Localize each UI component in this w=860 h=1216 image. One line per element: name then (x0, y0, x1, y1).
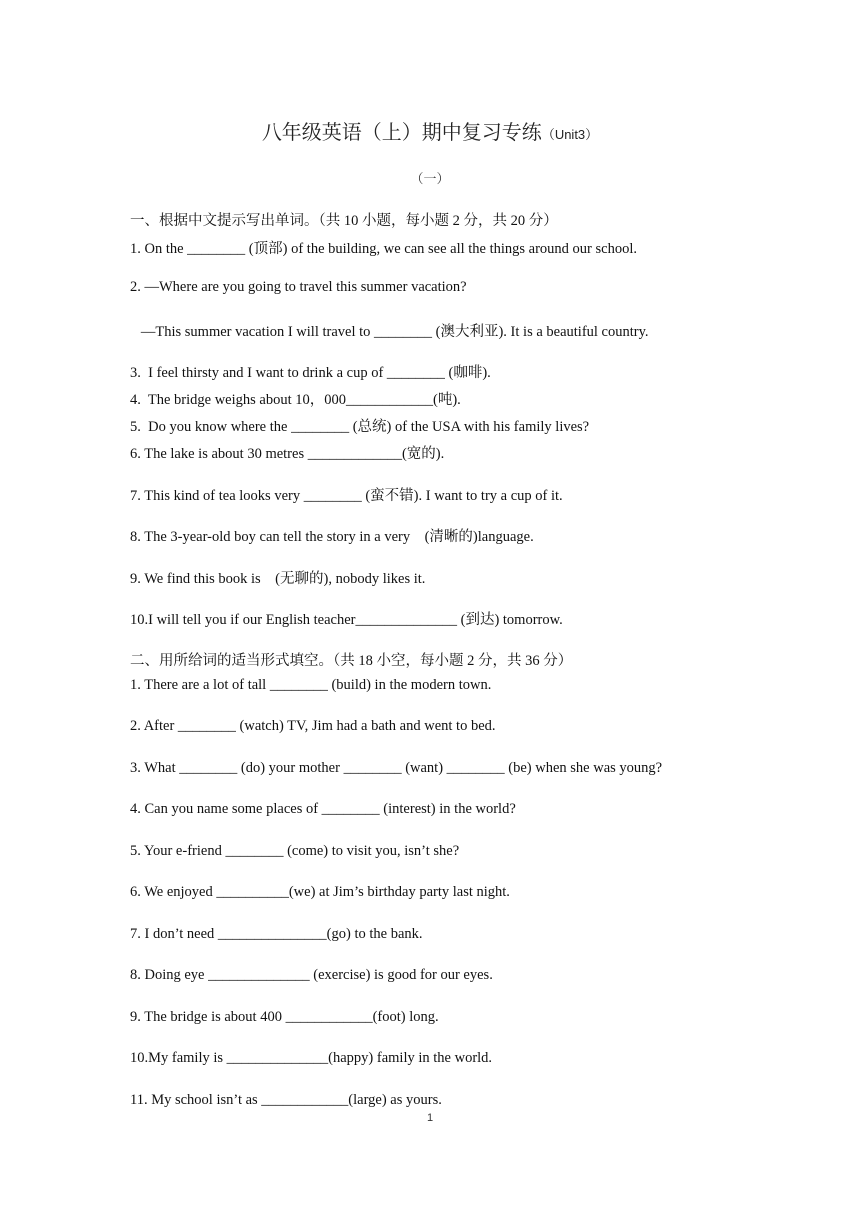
question-line: 3. I feel thirsty and I want to drink a cup of ________ (咖啡). (130, 365, 491, 381)
question-line: 6. We enjoyed __________(we) at Jim’s birthday party last night. (130, 884, 510, 900)
page-title (0, 116, 860, 145)
question-line: 9. The bridge is about 400 ____________(foot) long. (130, 1009, 439, 1025)
question-line: 1. There are a lot of tall ________ (build) in the modern town. (130, 677, 492, 693)
question-line: 2. After ________ (watch) TV, Jim had a bath and went to bed. (130, 718, 496, 734)
question-line: 4. Can you name some places of ________ (interest) in the world? (130, 801, 516, 817)
title-unit: （Unit3） (541, 127, 599, 142)
question-line: 2. —Where are you going to travel this summer vacation? (130, 279, 467, 295)
question-line: 7. This kind of tea looks very ________ (蛮不错). I want to try a cup of it. (130, 488, 563, 504)
question-line: 4. The bridge weighs about 10，000____________(吨). (130, 392, 461, 408)
part-label: （一） (410, 171, 450, 186)
question-line: 9. We find this book is (无聊的), nobody likes it. (130, 571, 426, 587)
question-line: 1. On the ________ (顶部) of the building, we can see all the things around our school. (130, 241, 637, 257)
question-line: 6. The lake is about 30 metres _____________(宽的). (130, 446, 445, 462)
question-line: 7. I don’t need _______________(go) to the bank. (130, 926, 423, 942)
question-line: 3. What ________ (do) your mother ________ (want) ________ (be) when she was young? (130, 760, 663, 776)
section-2-heading: 二、用所给词的适当形式填空。（共 18 小空，每小题 2 分，共 36 分） (130, 653, 573, 669)
question-line: 10.My family is ______________(happy) family in the world. (130, 1050, 493, 1066)
question-line: 8. The 3-year-old boy can tell the story in a very (清晰的)language. (130, 529, 534, 545)
section-1-heading: 一、根据中文提示写出单词。（共 10 小题，每小题 2 分，共 20 分） (130, 213, 558, 229)
question-line: 8. Doing eye ______________ (exercise) is good for our eyes. (130, 967, 493, 983)
title-main: 八年级英语（上）期中复习专练 (261, 122, 542, 144)
page-number: 1 (426, 1112, 434, 1124)
question-line: 10.I will tell you if our English teacher______________ (到达) tomorrow. (130, 612, 563, 628)
question-line: 5. Do you know where the ________ (总统) of the USA with his family lives? (130, 419, 590, 435)
question-line: 5. Your e-friend ________ (come) to visit you, isn’t she? (130, 843, 460, 859)
question-line: 11. My school isn’t as ____________(large) as yours. (130, 1092, 442, 1108)
question-line: —This summer vacation I will travel to ________ (澳大利亚). It is a beautiful country. (130, 324, 649, 340)
